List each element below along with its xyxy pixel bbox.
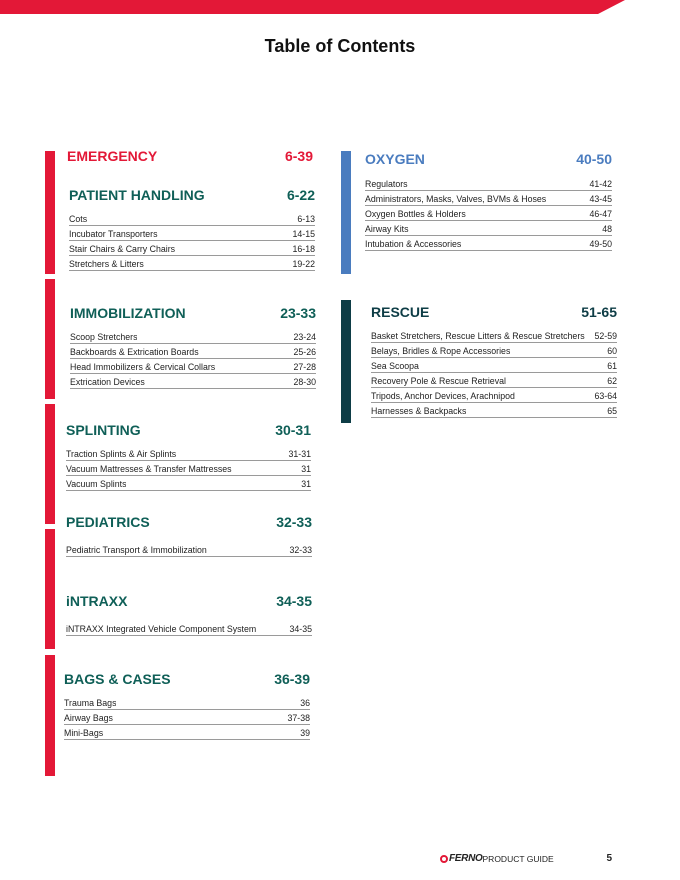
page-number: 5 bbox=[606, 853, 612, 864]
patient-handling-pages: 6-22 bbox=[286, 187, 315, 203]
toc-entry-pages: 19-22 bbox=[292, 259, 315, 269]
toc-entry-label: Backboards & Extrication Boards bbox=[70, 347, 199, 357]
intraxx-section bbox=[66, 593, 312, 636]
toc-entry[interactable] bbox=[365, 176, 612, 191]
pediatrics-bar bbox=[45, 529, 55, 649]
rescue-pages: 51-65 bbox=[581, 304, 617, 320]
toc-entry[interactable] bbox=[64, 725, 310, 740]
emergency-section bbox=[67, 148, 313, 164]
rescue-heading bbox=[371, 304, 617, 320]
toc-entry[interactable] bbox=[66, 461, 311, 476]
toc-entry-label: Extrication Devices bbox=[70, 377, 145, 387]
toc-entry-label: Traction Splints & Air Splints bbox=[66, 449, 177, 459]
patient-handling-title[interactable]: PATIENT HANDLING bbox=[69, 187, 205, 203]
toc-entry-pages: 39 bbox=[300, 728, 310, 738]
toc-entry-pages: 31 bbox=[301, 464, 311, 474]
toc-entry-label: Vacuum Mattresses & Transfer Mattresses bbox=[66, 464, 232, 474]
immobilization-bar bbox=[45, 279, 55, 399]
immobilization-heading bbox=[70, 305, 316, 321]
toc-entry-label: Oxygen Bottles & Holders bbox=[365, 209, 466, 219]
toc-entry-pages: 61 bbox=[607, 361, 617, 371]
toc-entry[interactable] bbox=[371, 343, 617, 358]
toc-entry-label: Recovery Pole & Rescue Retrieval bbox=[371, 376, 506, 386]
toc-entry-label: Cots bbox=[69, 214, 88, 224]
toc-entry-label: Tripods, Anchor Devices, Arachnipod bbox=[371, 391, 515, 401]
bags-cases-section bbox=[64, 671, 310, 740]
ferno-mark-icon bbox=[440, 855, 448, 863]
toc-entry[interactable] bbox=[365, 206, 612, 221]
intraxx-heading bbox=[66, 593, 312, 609]
page-title: Table of Contents bbox=[264, 36, 416, 56]
toc-entry[interactable] bbox=[69, 241, 315, 256]
toc-entry-pages: 48 bbox=[602, 224, 612, 234]
pediatrics-pages: 32-33 bbox=[276, 514, 312, 530]
toc-entry-label: Harnesses & Backpacks bbox=[371, 406, 467, 416]
oxygen-title[interactable]: OXYGEN bbox=[365, 151, 425, 167]
pediatrics-title[interactable]: PEDIATRICS bbox=[66, 514, 150, 530]
toc-entry[interactable] bbox=[69, 226, 315, 241]
toc-entry[interactable] bbox=[64, 710, 310, 725]
emergency-bar bbox=[45, 151, 55, 274]
emergency-pages: 6-39 bbox=[284, 148, 313, 164]
oxygen-section bbox=[365, 151, 612, 251]
toc-entry-pages: 14-15 bbox=[292, 229, 315, 239]
rescue-title[interactable]: RESCUE bbox=[371, 304, 430, 320]
oxygen-bar bbox=[341, 151, 351, 274]
toc-entry-label: Intubation & Accessories bbox=[365, 239, 462, 249]
toc-entry[interactable] bbox=[365, 191, 612, 206]
intraxx-pages: 34-35 bbox=[276, 593, 312, 609]
toc-entry[interactable] bbox=[66, 446, 311, 461]
toc-entry-pages: 6-13 bbox=[297, 214, 315, 224]
toc-entry-pages: 27-28 bbox=[293, 362, 316, 372]
toc-entry-pages: 63-64 bbox=[594, 391, 617, 401]
patient-handling-section bbox=[69, 187, 315, 271]
toc-entry-label: Stretchers & Litters bbox=[69, 259, 144, 269]
rescue-bar bbox=[341, 300, 351, 423]
intraxx-title[interactable]: iNTRAXX bbox=[66, 593, 128, 609]
toc-entry[interactable] bbox=[70, 329, 316, 344]
toc-entry[interactable] bbox=[69, 211, 315, 226]
emergency-title[interactable]: EMERGENCY bbox=[67, 148, 158, 164]
toc-entry-label: Administrators, Masks, Valves, BVMs & Hoses bbox=[365, 194, 547, 204]
toc-entry[interactable] bbox=[66, 542, 312, 557]
toc-entry-pages: 23-24 bbox=[293, 332, 316, 342]
toc-entry-pages: 31-31 bbox=[288, 449, 311, 459]
toc-entry-label: Basket Stretchers, Rescue Litters & Rescue Stretchers bbox=[371, 331, 585, 341]
toc-entry-label: Sea Scoopa bbox=[371, 361, 419, 371]
toc-entry-pages: 65 bbox=[607, 406, 617, 416]
toc-entry-label: Mini-Bags bbox=[64, 728, 104, 738]
rescue-section bbox=[371, 304, 617, 418]
immobilization-section bbox=[70, 305, 316, 389]
toc-entry[interactable] bbox=[70, 359, 316, 374]
toc-entry-pages: 36 bbox=[300, 698, 310, 708]
toc-entry-label: Airway Kits bbox=[365, 224, 409, 234]
toc-entry-pages: 41-42 bbox=[589, 179, 612, 189]
toc-entry-label: Pediatric Transport & Immobilization bbox=[66, 545, 207, 555]
immobilization-pages: 23-33 bbox=[280, 305, 316, 321]
toc-entry-label: Stair Chairs & Carry Chairs bbox=[69, 244, 176, 254]
toc-entry[interactable] bbox=[371, 358, 617, 373]
toc-entry[interactable] bbox=[64, 695, 310, 710]
splinting-bar bbox=[45, 404, 55, 524]
splinting-section bbox=[66, 422, 311, 491]
toc-entry[interactable] bbox=[371, 328, 617, 343]
toc-entry-label: Regulators bbox=[365, 179, 408, 189]
bags-cases-title[interactable]: BAGS & CASES bbox=[64, 671, 171, 687]
toc-entry[interactable] bbox=[69, 256, 315, 271]
toc-entry-pages: 49-50 bbox=[589, 239, 612, 249]
toc-entry-pages: 16-18 bbox=[292, 244, 315, 254]
splinting-pages: 30-31 bbox=[275, 422, 311, 438]
bags-bar bbox=[45, 655, 55, 776]
oxygen-pages: 40-50 bbox=[576, 151, 612, 167]
patient-handling-heading bbox=[69, 187, 315, 203]
toc-entry[interactable] bbox=[371, 388, 617, 403]
bags-cases-pages: 36-39 bbox=[274, 671, 310, 687]
toc-entry-pages: 28-30 bbox=[293, 377, 316, 387]
toc-entry-pages: 32-33 bbox=[289, 545, 312, 555]
toc-entry-label: Belays, Bridles & Rope Accessories bbox=[371, 346, 511, 356]
oxygen-heading bbox=[365, 151, 612, 167]
page-footer bbox=[440, 853, 612, 864]
toc-entry-pages: 52-59 bbox=[594, 331, 617, 341]
toc-entry-pages: 34-35 bbox=[289, 624, 312, 634]
toc-entry-label: iNTRAXX Integrated Vehicle Component System bbox=[66, 624, 257, 634]
toc-entry-label: Scoop Stretchers bbox=[70, 332, 138, 342]
toc-entry-pages: 62 bbox=[607, 376, 617, 386]
toc-entry-pages: 46-47 bbox=[589, 209, 612, 219]
product-guide-label: PRODUCT GUIDE bbox=[482, 853, 554, 864]
toc-entry-pages: 25-26 bbox=[293, 347, 316, 357]
toc-entry[interactable] bbox=[365, 221, 612, 236]
splinting-heading bbox=[66, 422, 311, 438]
pediatrics-section bbox=[66, 514, 312, 557]
toc-entry[interactable] bbox=[365, 236, 612, 251]
bags-cases-heading bbox=[64, 671, 310, 687]
toc-entry-pages: 31 bbox=[301, 479, 311, 489]
ferno-brand: FERNO bbox=[449, 853, 483, 864]
toc-entry[interactable] bbox=[70, 344, 316, 359]
immobilization-title[interactable]: IMMOBILIZATION bbox=[70, 305, 186, 321]
pediatrics-heading bbox=[66, 514, 312, 530]
toc-entry-label: Airway Bags bbox=[64, 713, 113, 723]
toc-entry[interactable] bbox=[66, 621, 312, 636]
toc-entry-label: Trauma Bags bbox=[64, 698, 117, 708]
emergency-heading bbox=[67, 148, 313, 164]
toc-entry[interactable] bbox=[70, 374, 316, 389]
top-red-band bbox=[0, 0, 680, 14]
toc-entry[interactable] bbox=[66, 476, 311, 491]
toc-entry-label: Incubator Transporters bbox=[69, 229, 158, 239]
toc-entry-pages: 43-45 bbox=[589, 194, 612, 204]
ferno-logo bbox=[440, 853, 483, 864]
toc-entry-label: Head Immobilizers & Cervical Collars bbox=[70, 362, 216, 372]
toc-entry-label: Vacuum Splints bbox=[66, 479, 127, 489]
toc-entry[interactable] bbox=[371, 403, 617, 418]
toc-entry-pages: 60 bbox=[607, 346, 617, 356]
toc-entry-pages: 37-38 bbox=[287, 713, 310, 723]
splinting-title[interactable]: SPLINTING bbox=[66, 422, 141, 438]
toc-entry[interactable] bbox=[371, 373, 617, 388]
